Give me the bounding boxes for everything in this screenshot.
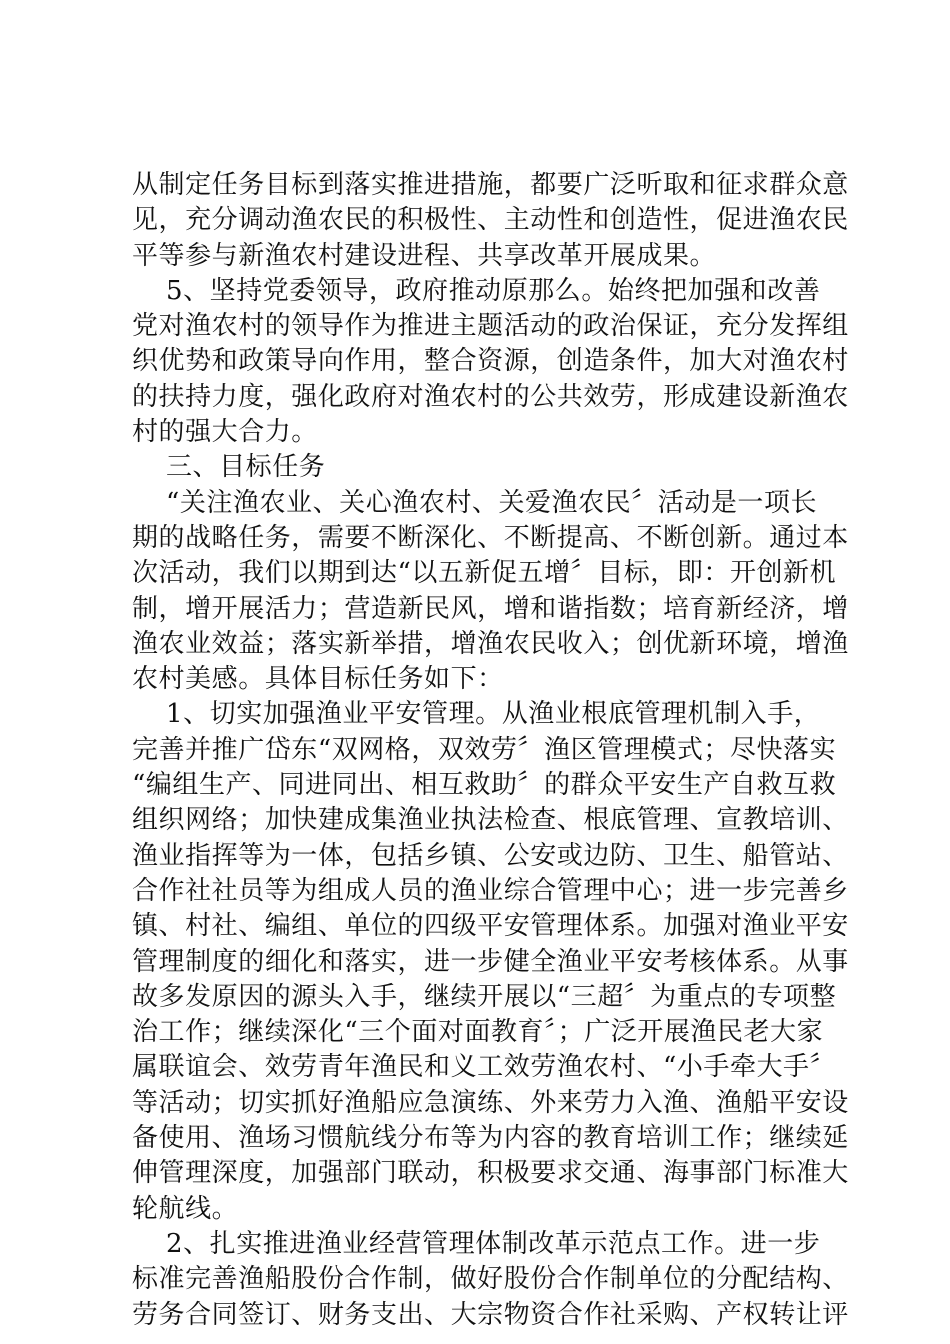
text-line: 伸管理深度，加强部门联动，积极要求交通、海事部门标准大 bbox=[132, 1158, 849, 1189]
text-line: 村的强大合力。 bbox=[132, 417, 318, 448]
text-line: 管理制度的细化和落实，进一步健全渔业平安考核体系。从事 bbox=[132, 946, 849, 977]
text-line: 渔业指挥等为一体，包括乡镇、公安或边防、卫生、船管站、 bbox=[132, 840, 849, 871]
text-line: 合作社社员等为组成人员的渔业综合管理中心；进一步完善乡 bbox=[132, 875, 849, 906]
text-line: 镇、村社、编组、单位的四级平安管理体系。加强对渔业平安 bbox=[132, 911, 849, 942]
text-line: 1、切实加强渔业平安管理。从渔业根底管理机制入手， bbox=[166, 699, 821, 730]
text-line: 轮航线。 bbox=[132, 1193, 239, 1224]
document-body bbox=[132, 168, 849, 1333]
text-line: 党对渔农村的领导作为推进主题活动的政治保证，充分发挥组 bbox=[132, 311, 849, 342]
text-line: 见，充分调动渔农民的积极性、主动性和创造性，促进渔农民 bbox=[132, 205, 849, 236]
text-line: 次活动，我们以期到达“以五新促五增〞目标，即：开创新机 bbox=[132, 558, 837, 589]
text-line: 渔农业效益；落实新举措，增渔农民收入；创优新环境，增渔 bbox=[132, 628, 849, 659]
text-line: 组织网络；加快建成集渔业执法检查、根底管理、宣教培训、 bbox=[132, 805, 849, 836]
text-line: 的扶持力度，强化政府对渔农村的公共效劳，形成建设新渔农 bbox=[132, 381, 849, 412]
text-line: 制，增开展活力；营造新民风，增和谐指数；培育新经济，增 bbox=[132, 593, 849, 624]
text-line: 5、坚持党委领导，政府推动原那么。始终把加强和改善 bbox=[166, 275, 821, 306]
text-line: 织优势和政策导向作用，整合资源，创造条件，加大对渔农村 bbox=[132, 346, 849, 377]
text-line: 属联谊会、效劳青年渔民和义工效劳渔农村、“小手牵大手〞 bbox=[132, 1052, 837, 1083]
text-line: 劳务合同签订、财务支出、大宗物资合作社采购、产权转让评 bbox=[132, 1299, 849, 1330]
text-line: 备使用、渔场习惯航线分布等为内容的教育培训工作；继续延 bbox=[132, 1123, 849, 1154]
text-line: “编组生产、同进同出、相互救助〞的群众平安生产自救互救 bbox=[132, 770, 837, 801]
text-line: 三、目标任务 bbox=[166, 452, 326, 483]
text-line: 期的战略任务，需要不断深化、不断提高、不断创新。通过本 bbox=[132, 522, 849, 553]
text-line: 完善并推广岱东“双网格，双效劳〞渔区管理模式；尽快落实 bbox=[132, 734, 837, 765]
text-line: 平等参与新渔农村建设进程、共享改革开展成果。 bbox=[132, 240, 717, 271]
text-line: 农村美感。具体目标任务如下： bbox=[132, 664, 504, 695]
text-line: 从制定任务目标到落实推进措施，都要广泛听取和征求群众意 bbox=[132, 170, 849, 200]
text-line: 等活动；切实抓好渔船应急演练、外来劳力入渔、渔船平安设 bbox=[132, 1087, 849, 1118]
text-line: 治工作；继续深化“三个面对面教育〞；广泛开展渔民老大家 bbox=[132, 1017, 824, 1048]
text-line: 2、扎实推进渔业经营管理体制改革示范点工作。进一步 bbox=[166, 1228, 821, 1259]
text-line: 故多发原因的源头入手，继续开展以“三超〞为重点的专项整 bbox=[132, 981, 837, 1012]
text-line: 标准完善渔船股份合作制，做好股份合作制单位的分配结构、 bbox=[132, 1264, 849, 1295]
text-line: “关注渔农业、关心渔农村、关爱渔农民〞活动是一项长 bbox=[166, 487, 818, 518]
